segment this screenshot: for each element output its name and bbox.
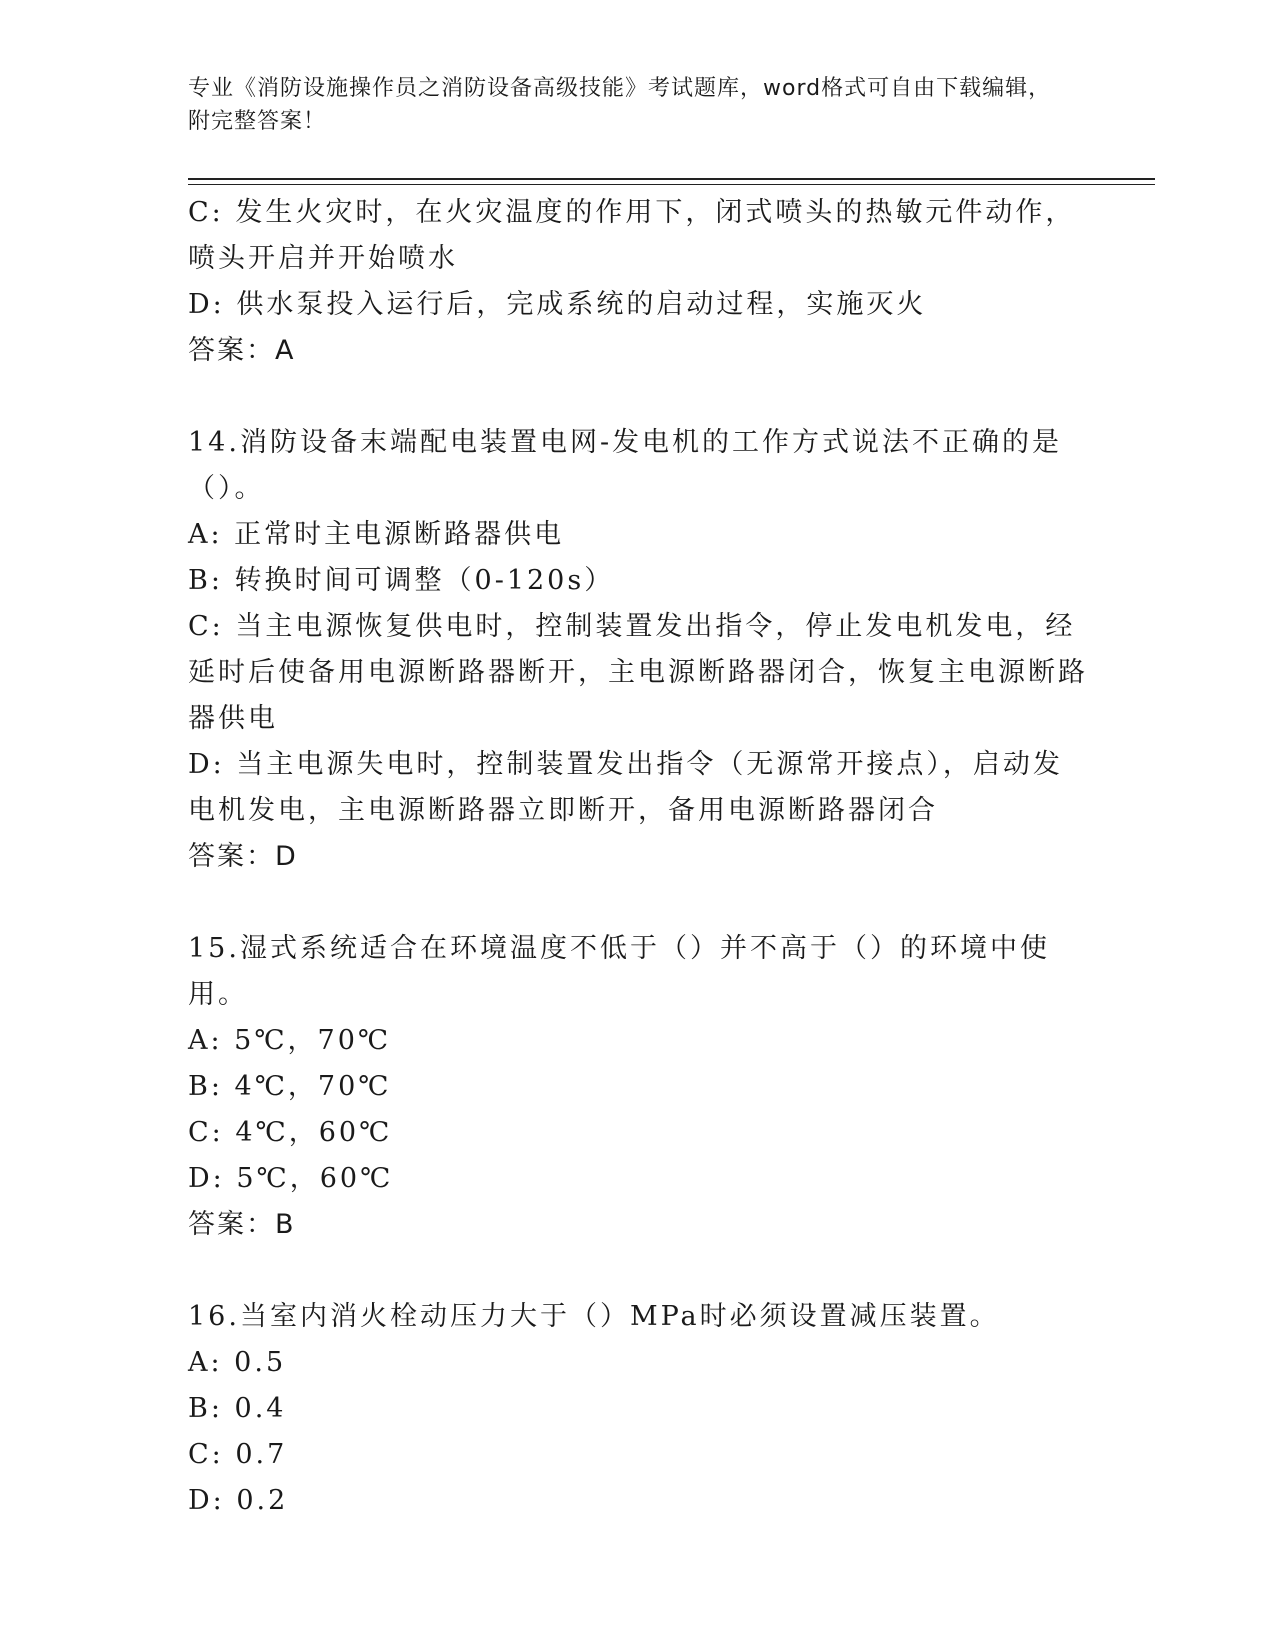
option-c: C: 0.7 xyxy=(188,1439,288,1470)
spacer xyxy=(188,374,1088,420)
option-a: A: 正常时主电源断路器供电 xyxy=(188,519,565,550)
option-c: C: 当主电源恢复供电时，控制装置发出指令，停止发电机发电，经延时后使备用电源断路器断开，主电源断路器闭合，恢复主电源断路器供电 xyxy=(188,611,1088,734)
question-stem: 15.湿式系统适合在环境温度不低于（）并不高于（）的环境中使用。 xyxy=(188,933,1050,1010)
spacer xyxy=(188,880,1088,926)
option-b: B: 转换时间可调整（0-120s） xyxy=(188,565,615,596)
question-15 xyxy=(188,926,1088,1248)
option-d: D: 当主电源失电时，控制装置发出指令（无源常开接点），启动发电机发电，主电源断路器立即断开，备用电源断路器闭合 xyxy=(188,749,1063,826)
question-16 xyxy=(188,1294,1088,1524)
answer: 答案：B xyxy=(188,1209,296,1240)
header-rule-thick xyxy=(188,178,1155,180)
option-d: D: 5℃，60℃ xyxy=(188,1163,394,1194)
question-14 xyxy=(188,420,1088,880)
question-stem: 16.当室内消火栓动压力大于（）MPa时必须设置减压装置。 xyxy=(188,1301,1000,1332)
option-b: B: 4℃，70℃ xyxy=(188,1071,392,1102)
question-list xyxy=(188,190,1088,1524)
option-b: B: 0.4 xyxy=(188,1393,287,1424)
answer: 答案：D xyxy=(188,841,298,872)
option-d: D: 0.2 xyxy=(188,1485,289,1516)
option-a: A: 0.5 xyxy=(188,1347,287,1378)
header-rule-thin xyxy=(188,184,1155,185)
q13-option-c: C: 发生火灾时，在火灾温度的作用下，闭式喷头的热敏元件动作，喷头开启并开始喷水 xyxy=(188,197,1076,274)
option-c: C: 4℃，60℃ xyxy=(188,1117,393,1148)
q13-option-d: D: 供水泵投入运行后，完成系统的启动过程，实施灭火 xyxy=(188,289,927,320)
spacer xyxy=(188,1248,1088,1294)
question-stem: 14.消防设备末端配电装置电网-发电机的工作方式说法不正确的是（）。 xyxy=(188,427,1063,504)
q13-answer: 答案：A xyxy=(188,335,296,366)
header-intro: 专业《消防设施操作员之消防设备高级技能》考试题库，word格式可自由下载编辑，附完整答案！ xyxy=(188,76,1052,134)
option-a: A: 5℃，70℃ xyxy=(188,1025,392,1056)
